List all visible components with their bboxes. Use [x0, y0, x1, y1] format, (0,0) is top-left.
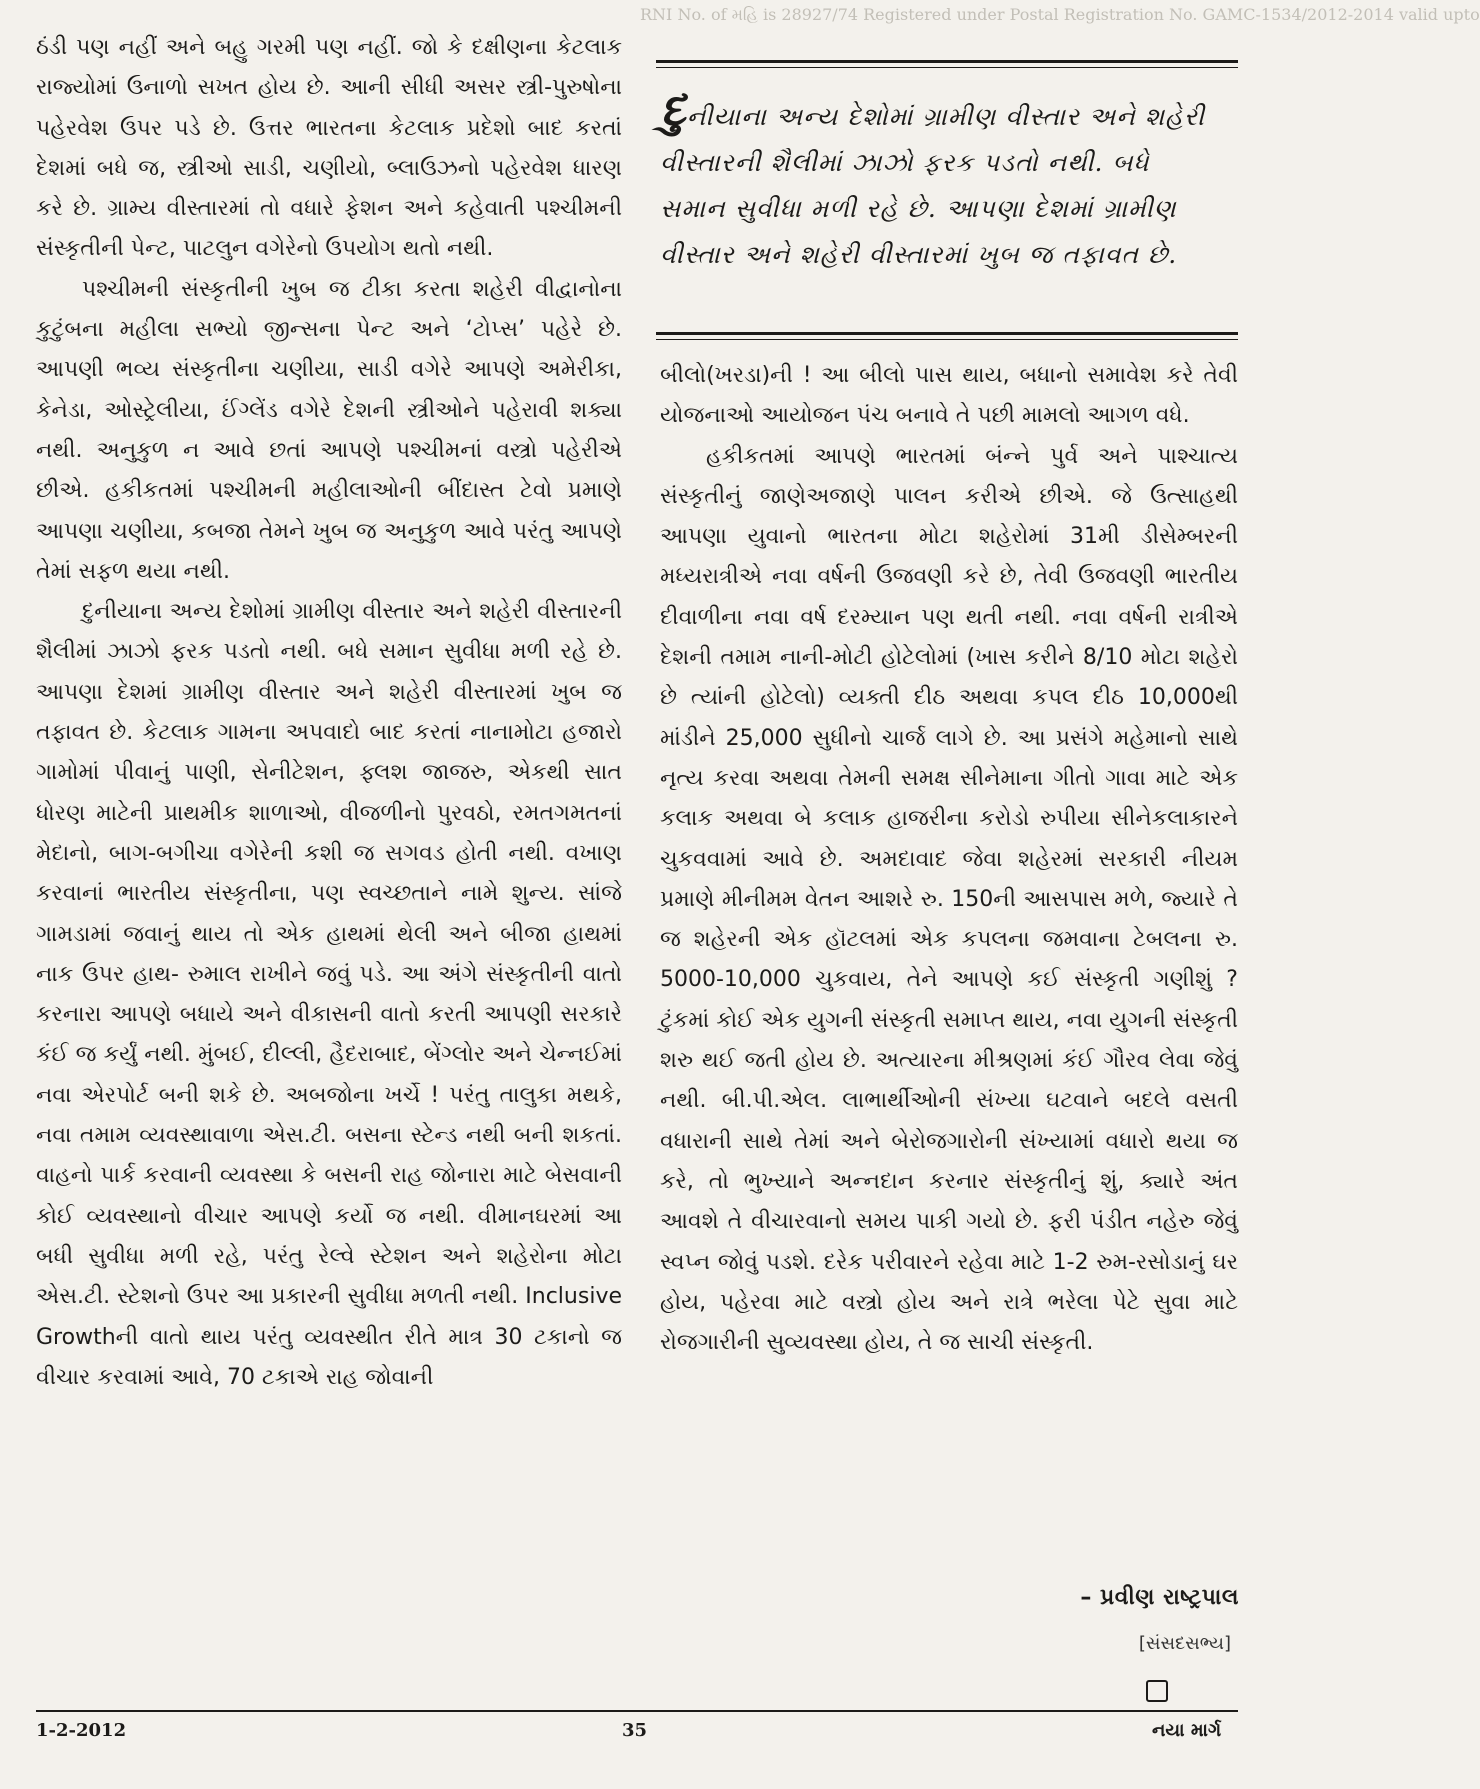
left-paragraph: દુનીયાના અન્ય દેશોમાં ગ્રામીણ વીસ્તાર અને શહેરી વીસ્તારની શૈલીમાં ઝાઝો ફરક પડતો નથી. બધે સમાન સુવીધા મળી રહે છે. આપણા દેશમાં ગ્રામીણ વીસ્તાર અને શહેરી વીસ્તારમાં ખુબ જ તફાવત છે. કેટલાક ગામના અપવાદો બાદ કરતાં નાનામોટા હજારો ગામોમાં પીવાનું પાણી, સેનીટેશન, ફ્લશ જાજરુ, એકથી સાત ધોરણ માટેની પ્રાથમીક શાળાઓ, વીજળીનો પુરવઠો, રમતગમતનાં મેદાનો, બાગ-બગીચા વગેરેની કશી જ સગવડ હોતી નથી. વખાણ કરવાનાં ભારતીય સંસ્કૃતીના, પણ સ્વચ્છતાને નામે શુન્ય. સાંજે ગામડામાં જવાનું થાય તો એક હાથમાં થેલી અને બીજા હાથમાં નાક ઉપર હાથ- રુમાલ રાખીને જવું પડે. આ અંગે સંસ્કૃતીની વાતો કરનારા આપણે બધાયે અને વીકાસની વાતો કરતી આપણી સરકારે કંઈ જ કર્યું નથી. મુંબઈ, દીલ્લી, હૈદરાબાદ, બેંગ્લોર અને ચેન્નઈમાં નવા એરપોર્ટ બની શકે છે. અબજોના ખર્ચે ! પરંતુ તાલુકા મથકે, નવા તમામ વ્યવસ્થાવાળા એસ.ટી. બસના સ્ટેન્ડ નથી બની શકતાં. વાહનો પાર્ક કરવાની વ્યવસ્થા કે બસની રાહ જોનારા માટે બેસવાની કોઈ વ્યવસ્થાનો વીચાર આપણે કર્યો જ નથી. વીમાનઘરમાં આ બધી સુવીધા મળી રહે, પરંતુ રેલ્વે સ્ટેશન અને શહેરોના મોટા એસ.ટી. સ્ટેશનો ઉપર આ પ્રકારની સુવીધા મળતી નથી. Inclusive Growthની વાતો થાય પરંતુ વ્યવસ્થીત રીતે માત્ર 30 ટકાનો જ વીચાર કરવામાં આવે, 70 ટકાએ રાહ જોવાની [36, 599, 622, 1390]
author-role: [સંસદસભ્ય] [1138, 1633, 1231, 1654]
footer-rule [36, 1710, 1238, 1712]
magazine-name: નયા માર્ગ [1152, 1720, 1222, 1741]
right-column [660, 356, 1238, 1363]
page-number: 35 [622, 1720, 648, 1741]
left-column [36, 28, 622, 1398]
author-name: – પ્રવીણ રાષ્ટ્રપાલ [1080, 1585, 1239, 1610]
footer-date: 1-2-2012 [36, 1720, 127, 1741]
pull-quote-text [660, 82, 1220, 278]
pull-quote [656, 60, 1238, 345]
right-paragraph: બીલો(ખરડા)ની ! આ બીલો પાસ થાય, બધાનો સમાવેશ કરે તેવી યોજનાઓ આયોજન પંચ બનાવે તે પછી મામલો આગળ વધે. [660, 363, 1238, 429]
pull-quote-body: નીયાના અન્ય દેશોમાં ગ્રામીણ વીસ્તાર અને શહેરી વીસ્તારની શૈલીમાં ઝાઝો ફરક પડતો નથી. બધે સમાન સુવીધા મળી રહે છે. આપણા દેશમાં ગ્રામીણ વીસ્તાર અને શહેરી વીસ્તારમાં ખુબ જ તફાવત છે. [660, 102, 1206, 269]
left-paragraph: પશ્ચીમની સંસ્કૃતીની ખુબ જ ટીકા કરતા શહેરી વીદ્વાનોના કુટુંબના મહીલા સભ્યો જીન્સના પેન્ટ અને ‘ટોપ્સ’ પહેરે છે. આપણી ભવ્ય સંસ્કૃતીના ચણીયા, સાડી વગેરે આપણે અમેરીકા, કેનેડા, ઓસ્ટ્રેલીયા, ઈંગ્લેંડ વગેરે દેશની સ્ત્રીઓને પહેરાવી શક્યા નથી. અનુકુળ ન આવે છતાં આપણે પશ્ચીમનાં વસ્ત્રો પહેરીએ છીએ. હકીકતમાં પશ્ચીમની મહીલાઓની બીંદાસ્ત ટેવો પ્રમાણે આપણા ચણીયા, કબજા તેમને ખુબ જ અનુકુળ આવે પરંતુ આપણે તેમાં સફળ થયા નથી. [36, 276, 622, 584]
left-paragraph: ઠંડી પણ નહીં અને બહુ ગરમી પણ નહીં. જો કે દક્ષીણના કેટલાક રાજ્યોમાં ઉનાળો સખત હોય છે. આની સીધી અસર સ્ત્રી-પુરુષોના પહેરવેશ ઉપર પડે છે. ઉત્તર ભારતના કેટલાક પ્રદેશો બાદ કરતાં દેશમાં બધે જ, સ્ત્રીઓ સાડી, ચણીયો, બ્લાઉઝનો પહેરવેશ ધારણ કરે છે. ગ્રામ્ય વીસ્તારમાં તો વધારે ફેશન અને કહેવાતી પશ્ચીમની સંસ્કૃતીની પેન્ટ, પાટલુન વગેરેનો ઉપયોગ થતો નથી. [36, 35, 622, 262]
pull-quote-top-rule [656, 60, 1238, 63]
end-of-article-mark [1146, 1680, 1168, 1702]
header-bleed-through: RNI No. of મહિ is 28927/74 Registered under Postal Registration No. GAMC-1534/2012-2014 valid upto [640, 5, 1480, 24]
pull-quote-dropcap: દુ [660, 82, 687, 136]
right-paragraph: હકીકતમાં આપણે ભારતમાં બંન્ને પુર્વ અને પાશ્ચાત્ય સંસ્કૃતીનું જાણેઅજાણે પાલન કરીએ છીએ. જે ઉત્સાહથી આપણા યુવાનો ભારતના મોટા શહેરોમાં 31મી ડીસેમ્બરની મધ્યરાત્રીએ નવા વર્ષની ઉજવણી કરે છે, તેવી ઉજવણી ભારતીય દીવાળીના નવા વર્ષ દરમ્યાન પણ થતી નથી. નવા વર્ષની રાત્રીએ દેશની તમામ નાની-મોટી હોટેલોમાં (ખાસ કરીને 8/10 મોટા શહેરો છે ત્યાંની હોટેલો) વ્યક્તી દીઠ અથવા કપલ દીઠ 10,000થી માંડીને 25,000 સુધીનો ચાર્જ લાગે છે. આ પ્રસંગે મહેમાનો સાથે નૃત્ય કરવા અથવા તેમની સમક્ષ સીનેમાના ગીતો ગાવા માટે એક કલાક અથવા બે કલાક હાજરીના કરોડો રુપીયા સીનેકલાકારને ચુકવવામાં આવે છે. અમદાવાદ જેવા શહેરમાં સરકારી નીયમ પ્રમાણે મીનીમમ વેતન આશરે રુ. 150ની આસપાસ મળે, જ્યારે તે જ શહેરની એક હૉટલમાં એક કપલના જમવાના ટેબલના રુ. 5000-10,000 ચુકવાય, તેને આપણે કઈ સંસ્કૃતી ગણીશું ? ટુંકમાં કોઈ એક યુગની સંસ્કૃતી સમાપ્ત થાય, નવા યુગની સંસ્કૃતી શરુ થઈ જતી હોય છે. અત્યારના મીશ્રણમાં કંઈ ગૌરવ લેવા જેવું નથી. બી.પી.એલ. લાભાર્થીઓની સંખ્યા ઘટવાને બદલે વસતી વધારાની સાથે તેમાં અને બેરોજગારોની સંખ્યામાં વધારો થયા જ કરે, તો ભુખ્યાને અન્નદાન કરનાર સંસ્કૃતીનું શું, ક્યારે અંત આવશે તે વીચારવાનો સમય પાકી ગયો છે. ફરી પંડીત નહેરુ જેવું સ્વપ્ન જોવું પડશે. દરેક પરીવારને રહેવા માટે 1-2 રુમ-રસોડાનું ઘર હોય, પહેરવા માટે વસ્ત્રો હોય અને રાત્રે ભરેલા પેટે સુવા માટે રોજગારીની સુવ્યવસ્થા હોય, તે જ સાચી સંસ્કૃતી. [660, 443, 1238, 1356]
pull-quote-bottom-rule [656, 332, 1238, 335]
